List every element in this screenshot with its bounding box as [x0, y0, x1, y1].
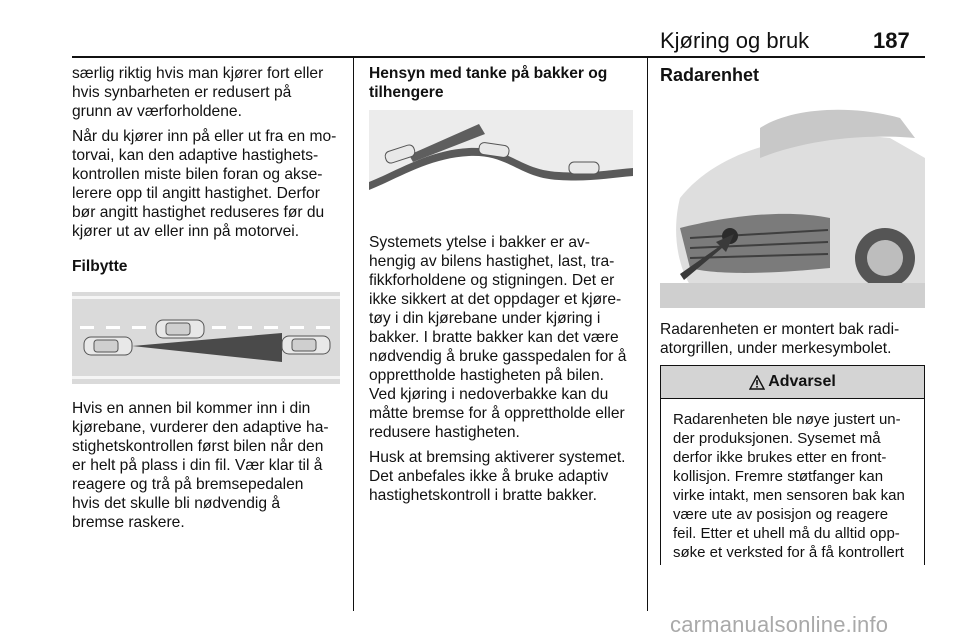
- subheading-lane-change: Filbytte: [72, 258, 128, 275]
- column-2-lower: [369, 233, 641, 511]
- column-2: [369, 64, 639, 108]
- car-icon: [84, 337, 132, 355]
- warning-body: Radarenheten ble nøye justert un- der produksjonen. Sysemet må derfor ikke brukes etter en front- kollisjon. Fremre støtfanger kan virke intakt, men sensoren bak kan være ute av posisjon og reagere feil. Etter et uhell må du alltid opp- søke et verksted for å få kontrollert: [660, 399, 925, 565]
- section-title-radar-unit: Radarenhet: [660, 65, 760, 85]
- column-1-lower: [72, 399, 344, 538]
- radar-unit-illustration: [660, 98, 925, 308]
- subheading-hills-trailers: Hensyn med tanke på bakker og tilhengere: [369, 65, 608, 101]
- paragraph: Systemets ytelse i bakker er av- hengig av bilens hastighet, last, tra- fikkforholdene og stigningen. Det er ikke sikkert at det oppdager et kjøre- tøy i din kjørebane under kjøring i bakker. I bratte bakker kan det være nødvendig å bruke gasspedalen for å opprettholde hastigheten på bilen. Ved kjøring i nedoverbakke kan du måtte bremse for å opprettholde eller redusere hastigheten.: [369, 234, 627, 441]
- column-divider-1: [353, 58, 354, 611]
- paragraph: Husk at bremsing aktiverer systemet. Det anbefales ikke å bruke adaptiv hastighetskontroll i bratte bakker.: [369, 449, 626, 504]
- watermark: carmanualsonline.info: [670, 612, 889, 637]
- column-3: [660, 66, 925, 91]
- lane-change-illustration: [72, 290, 340, 386]
- column-1: [72, 64, 344, 282]
- page-number: 187: [873, 28, 910, 53]
- running-header-title: Kjøring og bruk: [660, 28, 810, 53]
- paragraph: Radarenheten er montert bak radi- atorgrillen, under merkesymbolet.: [660, 321, 900, 357]
- paragraph: Hvis en annen bil kommer inn i din kjørebane, vurderer den adaptive ha- stighetskontrollen først bilen når den er helt på plass i din fil. Vær klar til å reagere og trå på bremsepedalen hvis det skulle bli nødvendig å bremse raskere.: [72, 400, 329, 531]
- warning-box: [660, 365, 925, 565]
- paragraph: Når du kjører inn på eller ut fra en mo- torvai, kan den adaptive hastighets- kontrollen miste bilen foran og akse- lerere opp til angitt hastighet. Derfor bør angitt hastighet reduseres før du kjører ut av eller inn på motorvei.: [72, 128, 337, 240]
- header-rule: [72, 56, 925, 58]
- warning-triangle-icon: [749, 375, 765, 390]
- column-divider-2: [647, 58, 648, 611]
- warning-title: Advarsel: [768, 373, 836, 390]
- paragraph: særlig riktig hvis man kjører fort eller hvis synbarheten er redusert på grunn av værforholdene.: [72, 65, 324, 120]
- column-3-lower: [660, 320, 925, 364]
- warning-header: [660, 365, 925, 399]
- hills-illustration: [369, 110, 633, 218]
